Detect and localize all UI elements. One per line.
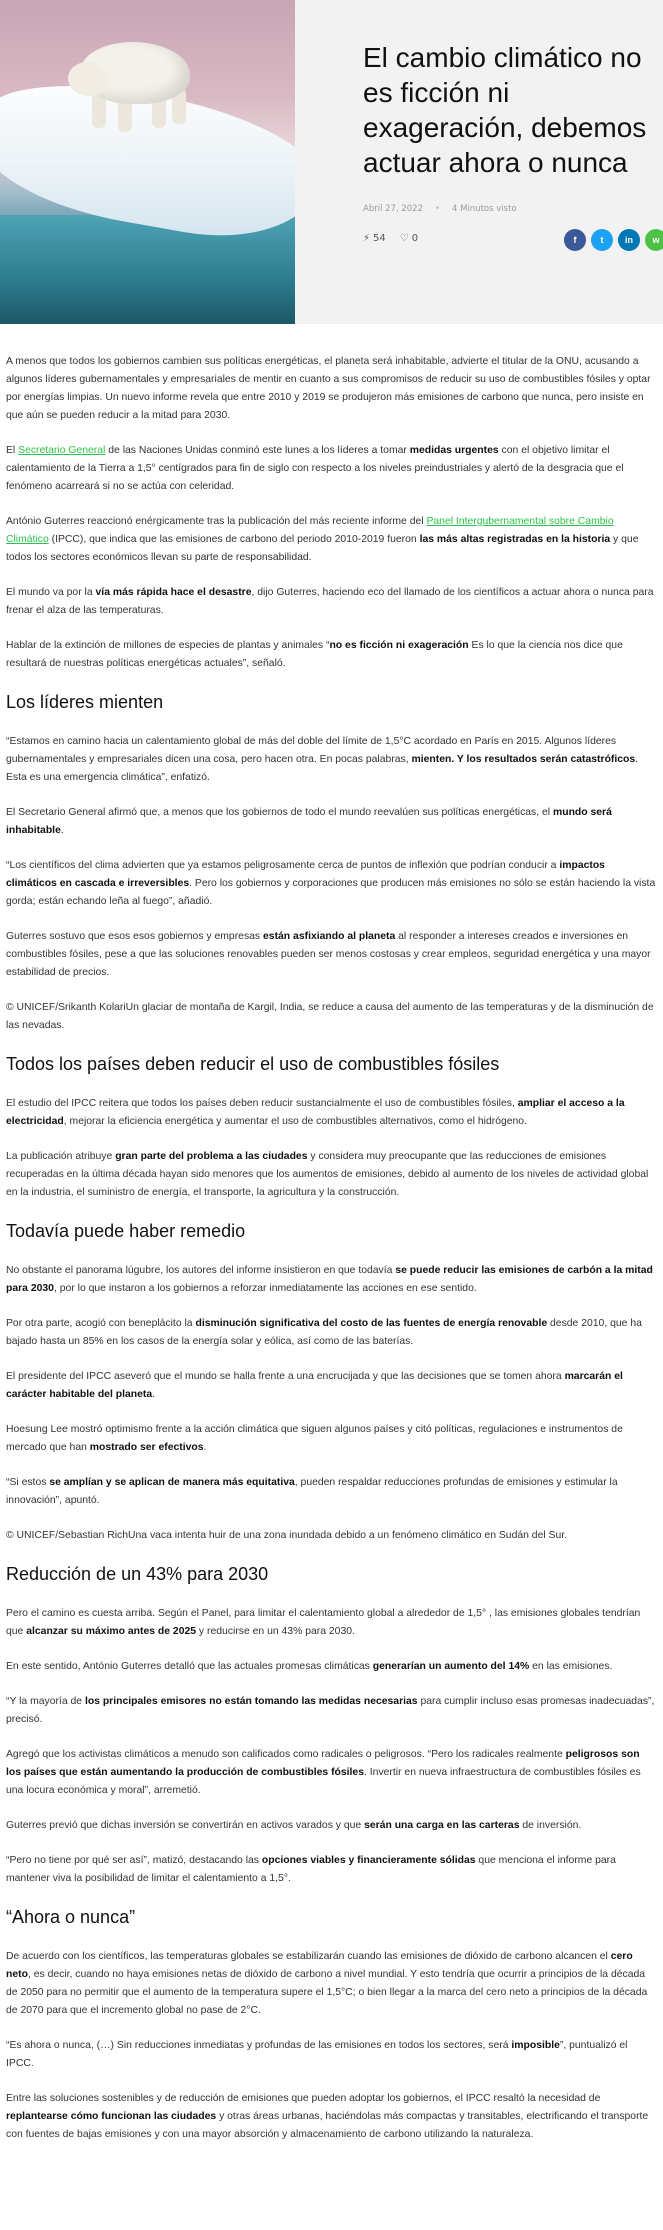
image-caption: © UNICEF/Sebastian RichUna vaca intenta huir de una zona inundada debido a un fenómeno climático en Sudán del Sur. — [6, 1530, 568, 1541]
paragraph: De acuerdo con los científicos, las temperaturas globales se estabilizarán cuando las emisiones de dióxido de carbono alcancen el cero neto, es decir, cuando no haya emisiones netas de dióxido de carbono a nivel mundial. Y esto tendría que ocurrir a principios de la década de 2050 para no permitir que el aumento de la temperatura supere el 1,5°C; o bien llegar a la marca del cero neto a principios de la década de 2070 para que el incremento global no pase de 2°C. — [6, 1951, 648, 2016]
paragraph: “Estamos en camino hacia un calentamiento global de más del doble del límite de 1,5°C acordado en París en 2015. Algunos líderes gubernamentales y empresariales dicen una cosa, pero hacen otra. En pocas palabras, mienten. Y los resultados serán catastróficos. Esta es una emergencia climática”, enfatizó. — [6, 736, 639, 783]
twitter-share-button[interactable]: t — [591, 229, 613, 251]
facebook-share-button[interactable]: f — [564, 229, 586, 251]
paragraph: “Los científicos del clima advierten que ya estamos peligrosamente cerca de puntos de inflexión que podrían conducir a impactos climáticos en cascada e irreversibles. Pero los gobiernos y corporaciones que producen más emisiones no sólo se están haciendo la vista gorda; están echando leña al fuego”, añadió. — [6, 860, 656, 907]
share-buttons — [564, 229, 663, 251]
article-date: Abril 27, 2022 — [363, 204, 423, 214]
paragraph: La publicación atribuye gran parte del problema a las ciudades y considera muy preocupante que las reducciones de emisiones recuperadas en la última década hayan sido menores que los aumentos de emisiones, debido al aumento de los niveles de actividad global en la industria, el suministro de energía, el transporte, la agricultura y la construcción. — [6, 1151, 649, 1198]
polar-bear-image — [0, 0, 295, 324]
heart-count: 0 — [411, 233, 419, 244]
hero-text — [295, 0, 663, 324]
section-heading: Los líderes mienten — [6, 692, 164, 712]
paragraph: Por otra parte, acogió con beneplácito la disminución significativa del costo de las fuentes de energía renovable desde 2010, que ha bajado hasta un 85% en los casos de la energía solar y eólica, así como de las baterías. — [6, 1318, 642, 1347]
heart-counter[interactable] — [400, 233, 418, 244]
article-title: El cambio climático no es ficción ni exageración, debemos actuar ahora o nunca — [363, 42, 647, 178]
paragraph: Entre las soluciones sostenibles y de reducción de emisiones que pueden adoptar los gobiernos, el IPCC resaltó la necesidad de replantearse cómo funcionan las ciudades y otras áreas urbanas, haciéndolas más compactas y transitables, electrificando el transporte con fuentes de bajas emisiones y con una mayor absorción y almacenamiento de carbono utilizando la naturaleza. — [6, 2093, 649, 2140]
article-hero — [0, 0, 663, 324]
paragraph: El estudio del IPCC reitera que todos los países deben reducir sustancialmente el uso de combustibles fósiles, ampliar el acceso a la electricidad, mejorar la eficiencia energética y aumentar el uso de combustibles alternativos, como el hidrógeno. — [6, 1098, 625, 1127]
paragraph: Pero el camino es cuesta arriba. Según el Panel, para limitar el calentamiento global a alrededor de 1,5° , las emisiones globales tendrían que alcanzar su máximo antes de 2025 y reducirse en un 43% para 2030. — [6, 1608, 641, 1637]
paragraph: El Secretario General afirmó que, a menos que los gobiernos de todo el mundo reevalúen sus políticas energéticas, el mundo será inhabitable. — [6, 807, 612, 836]
paragraph: Hablar de la extinción de millones de especies de plantas y animales “no es ficción ni exageración Es lo que la ciencia nos dice que resultará de nuestras políticas energéticas actuales”, señaló. — [6, 640, 623, 669]
paragraph: Hoesung Lee mostró optimismo frente a la acción climática que siguen algunos países y citó políticas, regulaciones e instrumentos de mercado que han mostrado ser efectivos. — [6, 1424, 623, 1453]
paragraph: “Es ahora o nunca, (…) Sin reducciones inmediatas y profundas de las emisiones en todos los sectores, será imposible”, puntualizó el IPCC. — [6, 2040, 628, 2069]
section-heading: Todavía puede haber remedio — [6, 1221, 246, 1241]
article-body — [0, 324, 663, 2144]
section-heading: “Ahora o nunca” — [6, 1907, 136, 1927]
section-heading: Reducción de un 43% para 2030 — [6, 1564, 269, 1584]
article-meta — [363, 204, 663, 214]
like-counter[interactable] — [363, 233, 386, 244]
paragraph: No obstante el panorama lúgubre, los autores del informe insistieron en que todavía se puede reducir las emisiones de carbón a la mitad para 2030, por lo que instaron a los gobiernos a reforzar inmediatamente las acciones en ese sentido. — [6, 1265, 653, 1294]
paragraph: “Si estos se amplían y se aplican de manera más equitativa, pueden respaldar reducciones profundas de emisiones y estimular la innovación”, apuntó. — [6, 1477, 618, 1506]
linkedin-share-button[interactable]: in — [618, 229, 640, 251]
article-stats — [363, 233, 418, 244]
paragraph: António Guterres reaccionó enérgicamente tras la publicación del más reciente informe del Panel Intergubernamental sobre Cambio Climático (IPCC), que indica que las emisiones de carbono del periodo 2010-2019 fueron las más altas registradas en la historia y que todos los sectores económicos llevan su parte de responsabilidad. — [6, 516, 639, 563]
secretario-general-link[interactable]: Secretario General — [18, 445, 106, 456]
meta-separator: • — [434, 204, 440, 214]
bear-head-shape — [68, 62, 108, 96]
paragraph: “Y la mayoría de los principales emisores no están tomando las medidas necesarias para cumplir incluso esas promesas inadecuadas”, precisó. — [6, 1696, 655, 1725]
paragraph: Agregó que los activistas climáticos a menudo son calificados como radicales o peligrosos. “Pero los radicales realmente peligrosos son los países que están aumentando la producción de combustibles fósiles. Invertir en nueva infraestructura de combustibles fósiles es una locura económica y moral”, arremetió. — [6, 1749, 641, 1796]
paragraph: El Secretario General de las Naciones Unidas conminó este lunes a los líderes a tomar medidas urgentes con el objetivo limitar el calentamiento de la Tierra a 1,5° centígrados para fin de siglo con respecto a los niveles preindustriales y alertó de la desgracia que el fenómeno acarreará si no se actúa con celeridad. — [6, 445, 624, 492]
image-caption: © UNICEF/Srikanth KolariUn glaciar de montaña de Kargil, India, se reduce a causa del aumento de las temperaturas y de la disminución de las nevadas. — [6, 1002, 654, 1031]
like-count: 54 — [373, 233, 386, 244]
section-heading: Todos los países deben reducir el uso de combustibles fósiles — [6, 1054, 500, 1074]
paragraph: En este sentido, António Guterres detalló que las actuales promesas climáticas generarían un aumento del 14% en las emisiones. — [6, 1661, 613, 1672]
whatsapp-share-button[interactable]: w — [645, 229, 663, 251]
paragraph: Guterres sostuvo que esos esos gobiernos y empresas están asfixiando al planeta al responder a intereses creados e inversiones en combustibles fósiles, pese a que las soluciones renovables pueden ser menos costosas y crear empleos, seguridad energética y una mayor estabilidad de precios. — [6, 931, 651, 978]
paragraph: “Pero no tiene por qué ser así”, matizó, destacando las opciones viables y financieramente sólidas que menciona el informe para mantener viva la posibilidad de limitar el calentamiento a 1,5°. — [6, 1855, 616, 1884]
paragraph: El presidente del IPCC aseveró que el mundo se halla frente a una encrucijada y que las decisiones que se tomen ahora marcarán el carácter habitable del planeta. — [6, 1371, 623, 1400]
paragraph: El mundo va por la vía más rápida hace el desastre, dijo Guterres, haciendo eco del llamado de los científicos a actuar ahora o nunca para frenar el alza de las temperaturas. — [6, 587, 654, 616]
ipcc-link[interactable]: Panel Intergubernamental sobre Cambio Climático — [6, 516, 614, 545]
heart-icon: ♡ — [399, 233, 409, 244]
bolt-icon: ⚡ — [363, 233, 371, 244]
read-time: 4 Minutos visto — [452, 204, 517, 214]
paragraph: A menos que todos los gobiernos cambien sus políticas energéticas, el planeta será inhabitable, advierte el titular de la ONU, acusando a algunos líderes gubernamentales y empresariales de mentir en cuanto a sus compromisos de reducir su uso de combustibles fósiles y optar por energías limpias. Un nuevo informe revela que entre 2010 y 2019 se produjeron más emisiones de carbono que nunca, pero insiste en que aún se pueden reducir a la mitad para 2030. — [6, 356, 651, 421]
paragraph: Guterres previó que dichas inversión se convertirán en activos varados y que serán una carga en las carteras de inversión. — [6, 1820, 582, 1831]
